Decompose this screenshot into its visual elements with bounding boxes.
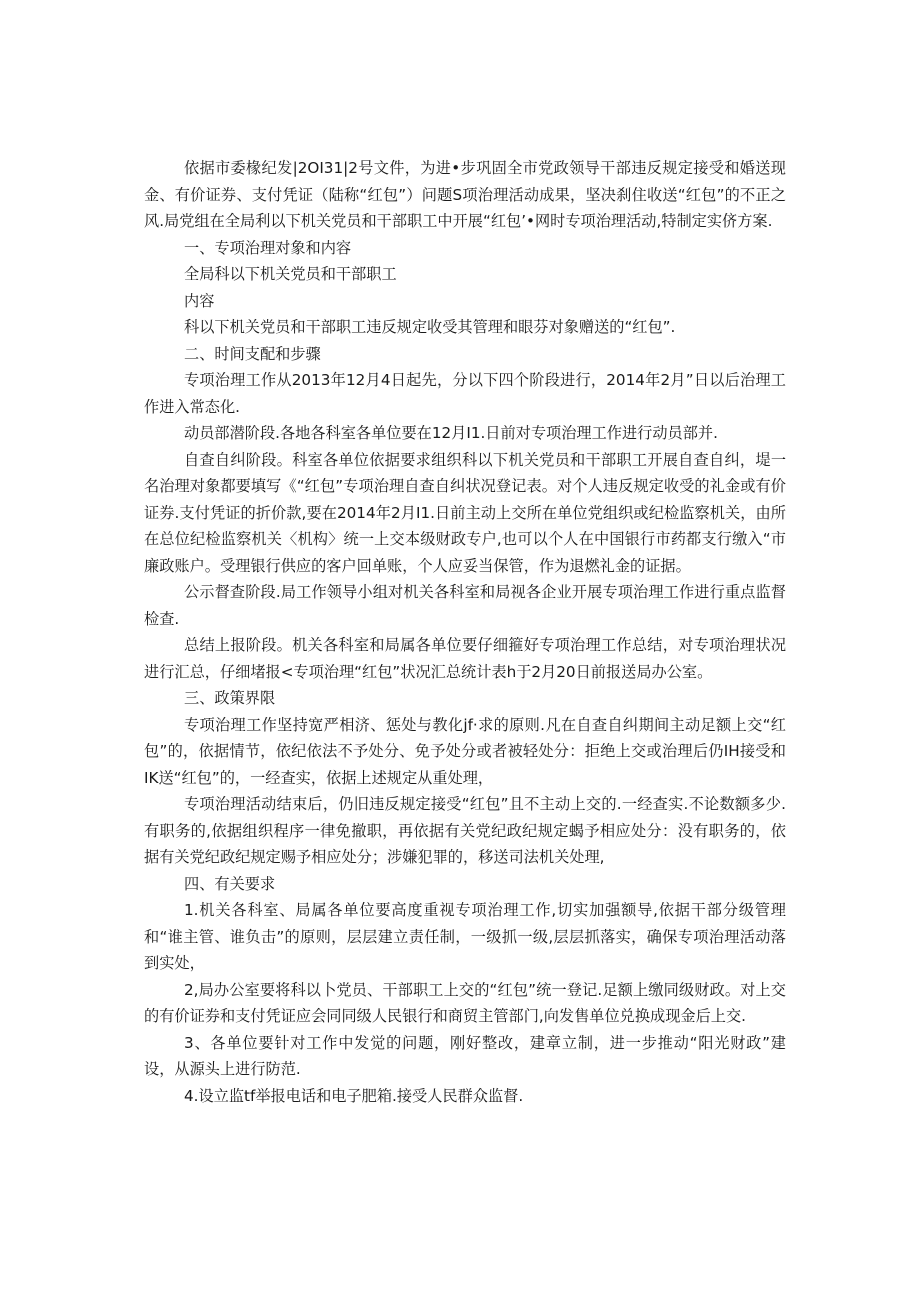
- target-line: 全局科以下机关党员和干部职工: [184, 265, 397, 283]
- policy-paragraph-1: 专项治理工作坚持宽严相济、惩处与教化jf·求的原则.凡在自查自纠期间主动足额上交“红包”的，依据情节，依纪依法不予处分、免予处分或者被轻处分：拒绝上交或治理后仍IH接受和IK送“红包”的，一经查实，依据上述规定从重处理，: [144, 715, 786, 787]
- schedule-paragraph: 专项治理工作从2013年12月4日起先，分以下四个阶段进行，2014年2月”日以后治理工作进入常态化.: [144, 371, 786, 416]
- content-label: 内容: [184, 291, 215, 310]
- requirement-2: 2,局办公室要将科以卜党员、干部职工上交的“红包”统一登记.足额上缴同级财政。对上交的有价证券和支付凭证应会同同级人民银行和商贸主管部门,向发售单位兑换成现金后上交.: [144, 980, 786, 1025]
- document-body: [144, 155, 786, 1109]
- section-heading-1: 一、专项治理对象和内容: [184, 238, 352, 257]
- section-heading-2: 二、时间支配和步骤: [184, 344, 321, 363]
- requirement-3: 3、各单位要针对工作中发觉的问题，刚好整改，建章立制，进一步推动“阳光财政”建设，从源头上进行防范.: [144, 1033, 786, 1078]
- content-line: 科以下机关党员和干部职工违反规定收受其管理和眼芬对象赠送的“红包”.: [184, 318, 676, 336]
- section-heading-3: 三、政策界限: [184, 689, 276, 707]
- requirement-1: 1.机关各科室、局属各单位要高度重视专项治理工作,切实加强额导,依据干部分级管理和“谁主管、谁负击”的原则，层层建立责任制，一级抓一级,层层抓落实，确保专项治理活动落到实处，: [144, 901, 786, 972]
- policy-paragraph-2: 专项治理活动结束后，仍旧违反规定接受“红包”且不主动上交的.一经查实.不论数额多少.有职务的,依据组织程序一律免撤职，再依据有关党纪政纪规定蝎予相应处分：没有职务的，依据有关党纪政纪规定赐予相应处分；涉嫌犯罪的，移送司法机关处理,: [144, 795, 786, 866]
- section-heading-4: 四、有关要求: [184, 874, 276, 893]
- stage-summary-paragraph: 总结上报阶段。机关各科室和局属各单位要仔细箍好专项治理工作总结，对专项治理状况进行汇总，仔细堵报<专项治理“红包”状况汇总统计表h于2月20日前报送局办公室。: [144, 636, 786, 681]
- requirement-4: 4.设立监tf举报电话和电子肥箱.接受人民群众监督.: [184, 1086, 524, 1105]
- intro-paragraph: 依据市委椽纪发|2OI31|2号文件，为进•步巩固全市党政领导干部违反规定接受和婚送现金、有价证券、支付凭证（陆称“红包”）问题S项治理活动成果，坚决刹住收送“红包”的不正之风.局党组在全局利以下机关党员和干部职工中开展“红包’•网时专项治理活动,特制定实侪方案.: [144, 159, 786, 230]
- stage-inspect-paragraph: 公示督查阶段.局工作领导小组对机关各科室和局视各企业开展专项治理工作进行重点监督检查.: [144, 583, 786, 628]
- stage-mobilize-paragraph: 动员部潜阶段.各地各科室各单位要在12月I1.日前对专项治理工作进行动员部并.: [184, 424, 718, 442]
- stage-selfcheck-paragraph: 自查自纠阶段。科室各单位依据要求组织科以下机关党员和干部职工开展自查自纠，堤一名治理对象都要填写《“红包”专项治理自查自纠状况登记表。对个人违反规定收受的礼金或有价证券.支付凭证的折价款,要在2014年2月I1.日前主动上交所在单位党组织或纪检监察机关，由所在总位纪检监察机关〈机构〉统一上交本级财政专户,也可以个人在中国银行市药都支行缴入“市廉政账户。受理银行供应的客户回单账，个人应妥当保管，作为退燃礼金的证据。: [144, 450, 786, 575]
